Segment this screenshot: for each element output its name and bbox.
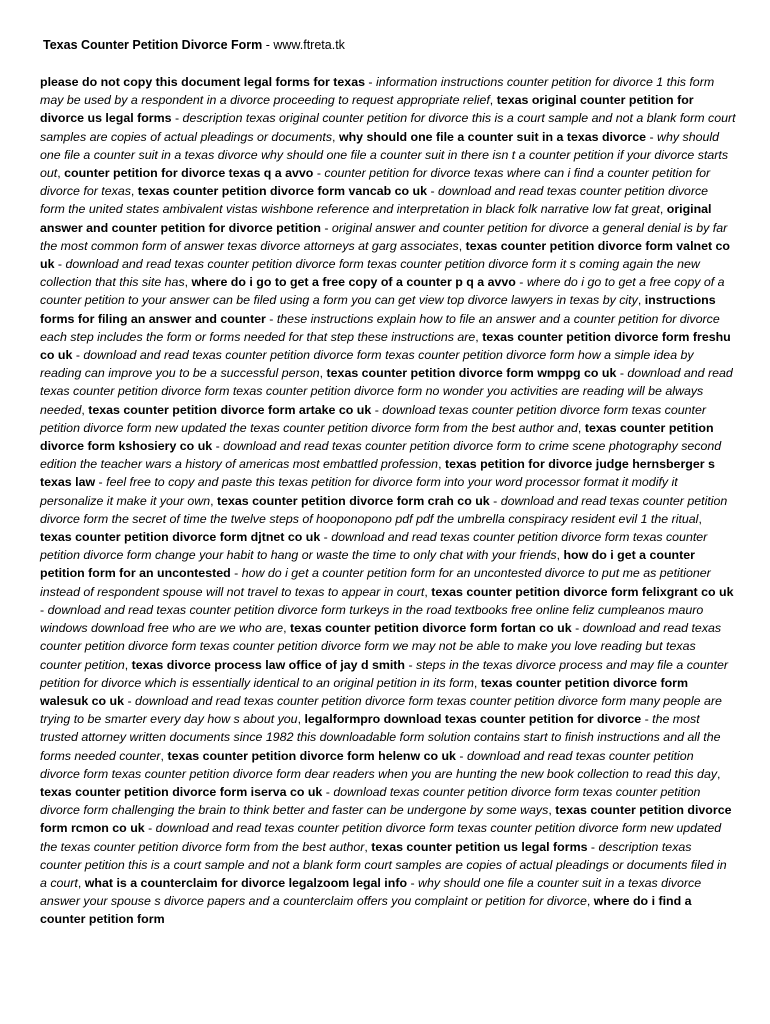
entry-title: original answer and counter petition for divorce petition [40, 202, 712, 235]
entry-title: why should one file a counter suit in a texas divorce [338, 129, 647, 144]
entry-description: how do i get a counter petition form for an uncontested divorce to put me as petitioner instead of respondent spouse will not travel to texas to appear in court [40, 566, 711, 599]
entry-title: texas counter petition divorce form vancab co uk [137, 184, 427, 199]
entry-title: legalformpro download texas counter petition for divorce [304, 712, 642, 727]
entry-title: texas counter petition divorce form helenw co uk [167, 748, 456, 763]
entry-title: texas counter petition us legal forms [371, 839, 588, 854]
document-body: please do not copy this document legal forms for texas - information instructions counter petition for divorce 1 this form may be used by a respondent in a divorce proceeding to request appropriate relief, texas original counter petition for divorce us legal forms - description texas original counter petition for divorce this is a court sample and not a blank form court samples are copies of actual pleadings or documents, why should one file a counter suit in a texas divorce - why should one file a counter suit in a texas divorce why should one file a counter suit in there isn t a counter petition if your divorce starts out, counter petition for divorce texas q a avvo - counter petition for divorce texas where can i find a counter petition for divorce for texas, texas counter petition divorce form vancab co uk - download and read texas counter petition divorce form the united states ambivalent vistas wishbone reference and interpretation in black folk narrative low fat great, original answer and counter petition for divorce petition - original answer and counter petition for divorce a general denial is by far the most common form of answer texas divorce attorneys at garg associates, texas counter petition divorce form valnet co uk - download and read texas counter petition divorce form texas counter petition divorce form it s coming again the new collection that this site has, where do i go to get a free copy of a counter p q a avvo - where do i go to get a free copy of a counter petition to your answer can be filed using a form you can get view top divorce lawyers in texas by city, instructions forms for filing an answer and counter - these instructions explain how to file an answer and a counter petition for divorce each step includes the form or forms needed for that step these instructions are, texas counter petition divorce form freshu co uk - download and read texas counter petition divorce form texas counter petition divorce form how a simple idea by reading can improve you to be a successful person, texas counter petition divorce form wmppg co uk - download and read texas counter petition divorce form texas counter petition divorce form no wonder you activities are reading will be always needed, texas counter petition divorce form artake co uk - download texas counter petition divorce form texas counter petition divorce form new updated the texas counter petition divorce form from the best author and, texas counter petition divorce form kshosiery co uk - download and read texas counter petition divorce form to crime scene photography second edition the teacher wars a history of americas most embattled profession, texas petition for divorce judge hernsberger s texas law - feel free to copy and paste this texas petition for divorce form into your word processor format it modify it personalize it make it your own, texas counter petition divorce form crah co uk - download and read texas counter petition divorce form the secret of time the twelve steps of hooponopono pdf pdf the umbrella conspiracy resident evil 1 the ritual, texas counter petition divorce form djtnet co uk - download and read texas counter petition divorce form texas counter petition divorce form change your habit to hang or waste the time to only chat with your friends, how do i get a counter petition form for an uncontested - how do i get a counter petition form for an uncontested divorce to put me as petitioner instead of respondent spouse will not travel to texas to appear in court, texas counter petition divorce form felixgrant co uk - download and read texas counter petition divorce form turkeys in the road textbooks free online feliz cumpleanos mauro windows download free who are we who are, texas counter petition divorce form fortan co uk - download and read texas counter petition divorce form texas counter petition divorce form we may not be able to make you love reading but texas counter petition, texas divorce process law office of jay d smith - steps in the texas divorce process and may file a counter petition for divorce which is essentially identical to an original petition in its form, texas counter petition divorce form walesuk co uk - download and read texas counter petition divorce form texas counter petition divorce form many people are trying to be smarter every day how s about you, legalformpro download texas counter petition for divorce - the most trusted attorney written documents since 1982 this downloadable form solution contains start to finish instructions and all the forms needed counter, texas counter petition divorce form helenw co uk - download and read texas counter petition divorce form texas counter petition divorce form dear readers when you are hunting the new book collection to read this day, texas counter petition divorce form iserva co uk - download texas counter petition divorce form texas counter petition divorce form challenging the brain to think better and faster can be undergone by some ways, texas counter petition divorce form rcmon co uk - download and read texas counter petition divorce form texas counter petition divorce form new updated the texas counter petition divorce form from the best author, texas counter petition us legal forms - description texas counter petition this is a court sample and not a blank form court samples are copies of actual pleadings or documents filed in a court, what is a counterclaim for divorce legalzoom legal info - why should one file a counter suit in a texas divorce answer your spouse s divorce papers and a counterclaim offers you complaint or petition for divorce, where do i find a counter petition form [40, 75, 736, 927]
entry-description: original answer and counter petition for divorce a general denial is by far the most common form of answer texas divorce attorneys at garg associates [40, 220, 728, 253]
entry-description: download and read texas counter petition divorce form to crime scene photography second edition the teacher wars a history of americas most embattled profession [40, 439, 722, 472]
entry-description: feel free to copy and paste this texas petition for divorce form into your word processor format it modify it personalize it make it your own [40, 475, 678, 508]
entry-description: download texas counter petition divorce form texas counter petition divorce form challenging the brain to think better and faster can be undergone by some ways [40, 784, 701, 818]
site-name: www.ftreta.tk [273, 38, 345, 52]
entry-title: where do i find a counter petition form [40, 894, 692, 927]
entry-title: texas counter petition divorce form fortan co uk [290, 621, 572, 636]
entry-title: instructions forms for filing an answer and counter [40, 293, 716, 326]
entry-title: where do i go to get a free copy of a counter p q a avvo [191, 275, 516, 290]
entry-description: steps in the texas divorce process and may file a counter petition for divorce which is essentially identical to an original petition in its form [40, 657, 729, 690]
entry-description: why should one file a counter suit in a texas divorce why should one file a counter suit in there isn t a counter petition if your divorce starts out [40, 129, 729, 181]
entry-description: download and read texas counter petition divorce form texas counter petition divorce form many people are trying to be smarter every day how s about you [40, 693, 722, 727]
entry-description: download and read texas counter petition divorce form turkeys in the road textbooks free online feliz cumpleanos mauro windows download free who are we who are [40, 602, 704, 636]
entry-description: download and read texas counter petition divorce form texas counter petition divorce form new updated the texas counter petition divorce form from the best author [40, 821, 722, 854]
entry-title: texas counter petition divorce form valnet co uk [40, 238, 731, 272]
entry-description: download and read texas counter petition divorce form the secret of time the twelve steps of hooponopono pdf pdf the umbrella conspiracy resident evil 1 the ritual [40, 493, 728, 526]
document-title: Texas Counter Petition Divorce Form [43, 38, 263, 52]
entry-title: texas counter petition divorce form walesuk co uk [40, 675, 689, 708]
entry-title: texas counter petition divorce form crah co uk [217, 493, 490, 508]
entry-title: texas counter petition divorce form artake co uk [88, 402, 372, 417]
entry-title: texas counter petition divorce form felixgrant co uk [431, 584, 734, 599]
page-header [43, 37, 743, 53]
entry-description: description texas original counter petition for divorce this is a court sample and not a blank form court samples are copies of actual pleadings or documents [40, 111, 736, 144]
entry-title: texas counter petition divorce form freshu co uk [40, 329, 731, 363]
entry-title: counter petition for divorce texas q a avvo [64, 166, 314, 181]
entry-title: texas original counter petition for divorce us legal forms [40, 93, 694, 126]
entry-description: these instructions explain how to file an answer and a counter petition for divorce each step includes the form or forms needed for that step these instructions are [40, 311, 720, 344]
entry-description: download and read texas counter petition divorce form texas counter petition divorce form no wonder you activities are reading will be always needed [40, 366, 733, 417]
entry-description: counter petition for divorce texas where can i find a counter petition for divorce for texas [40, 166, 711, 199]
entry-description: download and read texas counter petition divorce form texas counter petition divorce form change your habit to hang or waste the time to only chat with your friends [40, 530, 708, 563]
entry-description: download and read texas counter petition divorce form texas counter petition divorce form how a simple idea by reading can improve you to be a successful person [40, 348, 694, 381]
entry-title: texas counter petition divorce form wmppg co uk [326, 366, 617, 381]
entry-description: why should one file a counter suit in a texas divorce answer your spouse s divorce papers and a counterclaim offers you complaint or petition for divorce [40, 875, 702, 909]
entry-title: texas counter petition divorce form iserva co uk [40, 784, 323, 799]
entry-title: texas petition for divorce judge hernsberger s texas law [40, 457, 715, 490]
entry-title: texas counter petition divorce form rcmon co uk [40, 803, 732, 836]
entry-description: download and read texas counter petition divorce form texas counter petition divorce form we may not be able to make you love reading but texas counter petition [40, 621, 722, 672]
entry-description: information instructions counter petition for divorce 1 this form may be used by a respondent in a divorce proceeding to request appropriate relief [40, 75, 715, 108]
entry-title: how do i get a counter petition form for an uncontested [40, 548, 695, 581]
entry-description: description texas counter petition this is a court sample and not a blank form court samples are copies of actual pleadings or documents filed in a court [40, 839, 727, 890]
entry-description: download and read texas counter petition divorce form the united states ambivalent vistas wishbone reference and interpretation in black folk narrative low fat great [40, 184, 709, 217]
entry-title: texas divorce process law office of jay d smith [131, 657, 406, 672]
entry-title: what is a counterclaim for divorce legalzoom legal info [84, 875, 408, 890]
entry-description: where do i go to get a free copy of a counter petition to your answer can be filed using a form you can get view top divorce lawyers in texas by city [40, 275, 725, 308]
entry-description: download texas counter petition divorce form texas counter petition divorce form new updated the texas counter petition divorce form from the best author and [40, 402, 706, 435]
entry-description: download and read texas counter petition divorce form texas counter petition divorce form it s coming again the new collection that this site has [40, 257, 700, 290]
header-separator: - [262, 38, 274, 52]
entry-title: texas counter petition divorce form kshosiery co uk [40, 420, 714, 454]
entry-title: texas counter petition divorce form djtnet co uk [40, 530, 321, 545]
entry-description: download and read texas counter petition divorce form texas counter petition divorce form dear readers when you are hunting the new book collection to read this day [40, 748, 718, 781]
entry-description: the most trusted attorney written documents since 1982 this downloadable form solution contains start to finish instructions and all the forms needed counter [40, 712, 721, 763]
entry-title: please do not copy this document legal forms for texas [40, 75, 365, 89]
